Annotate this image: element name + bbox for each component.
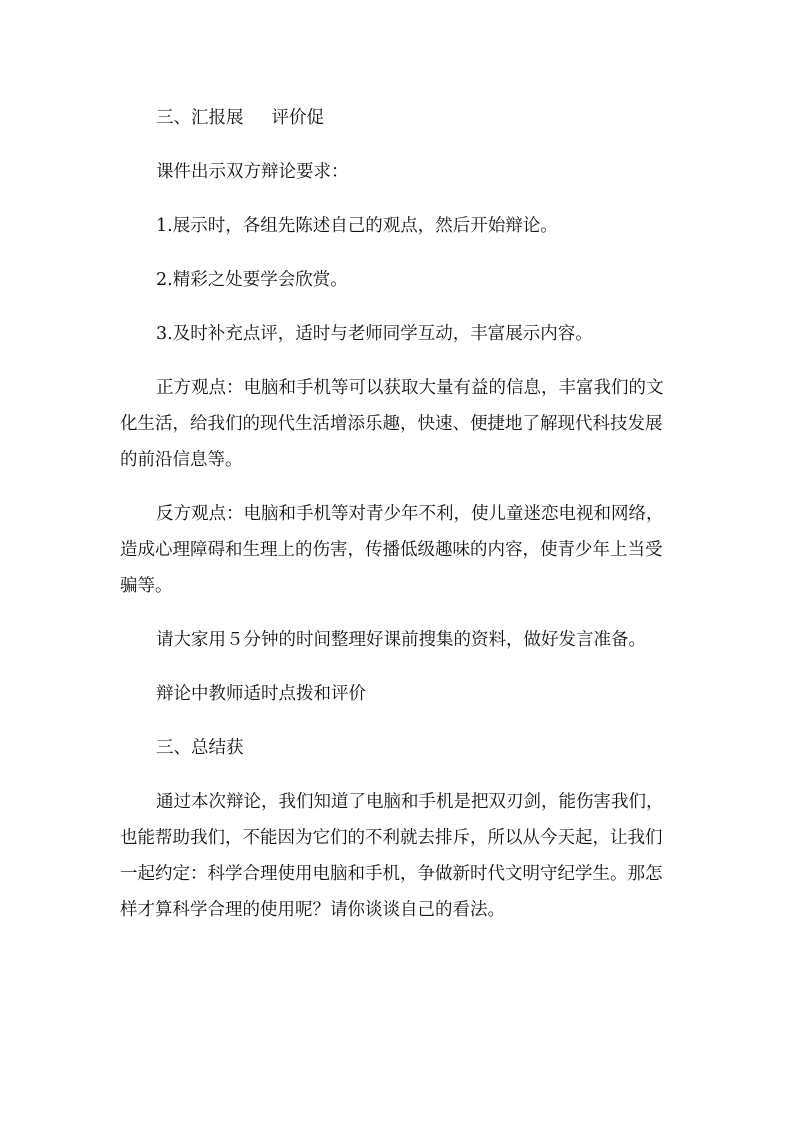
requirement-3: 3.及时补充点评，适时与老师同学互动，丰富展示内容。 [156,324,593,344]
negative-viewpoint-paragraph: 反方观点：电脑和手机等对青少年不利，使儿童迷恋电视和网络，造成心理障碍和生理上的伤害，传播低级趣味的内容，使青少年上当受骗等。 [120,504,664,596]
document-body [120,100,668,946]
preparation-paragraph: 请大家用５分钟的时间整理好课前搜集的资料，做好发言准备。 [156,630,646,650]
requirement-2: 2.精彩之处要学会欣赏。 [156,270,348,290]
section-heading-report [120,100,668,136]
section-heading-report-part2: 评价促 [271,108,324,128]
summary-paragraph: 通过本次辩论，我们知道了电脑和手机是把双刃剑，能伤害我们，也能帮助我们，不能因为它们的不利就去排斥，所以从今天起，让我们一起约定：科学合理使用电脑和手机，争做新时代文明守纪学生。那怎样才算科学合理的使用呢？请你谈谈自己的看法。 [120,792,664,920]
positive-viewpoint-paragraph: 正方观点：电脑和手机等可以获取大量有益的信息，丰富我们的文化生活，给我们的现代生活增添乐趣，快速、便捷地了解现代科技发展的前沿信息等。 [120,378,664,470]
debate-guidance-paragraph: 辩论中教师适时点拨和评价 [156,684,366,704]
section-heading-summary: 三、总结获 [156,738,244,758]
section-heading-report-part1: 三、汇报展 [156,108,244,128]
courseware-paragraph: 课件出示双方辩论要求： [156,162,349,182]
requirement-1: 1.展示时，各组先陈述自己的观点，然后开始辩论。 [156,216,558,236]
